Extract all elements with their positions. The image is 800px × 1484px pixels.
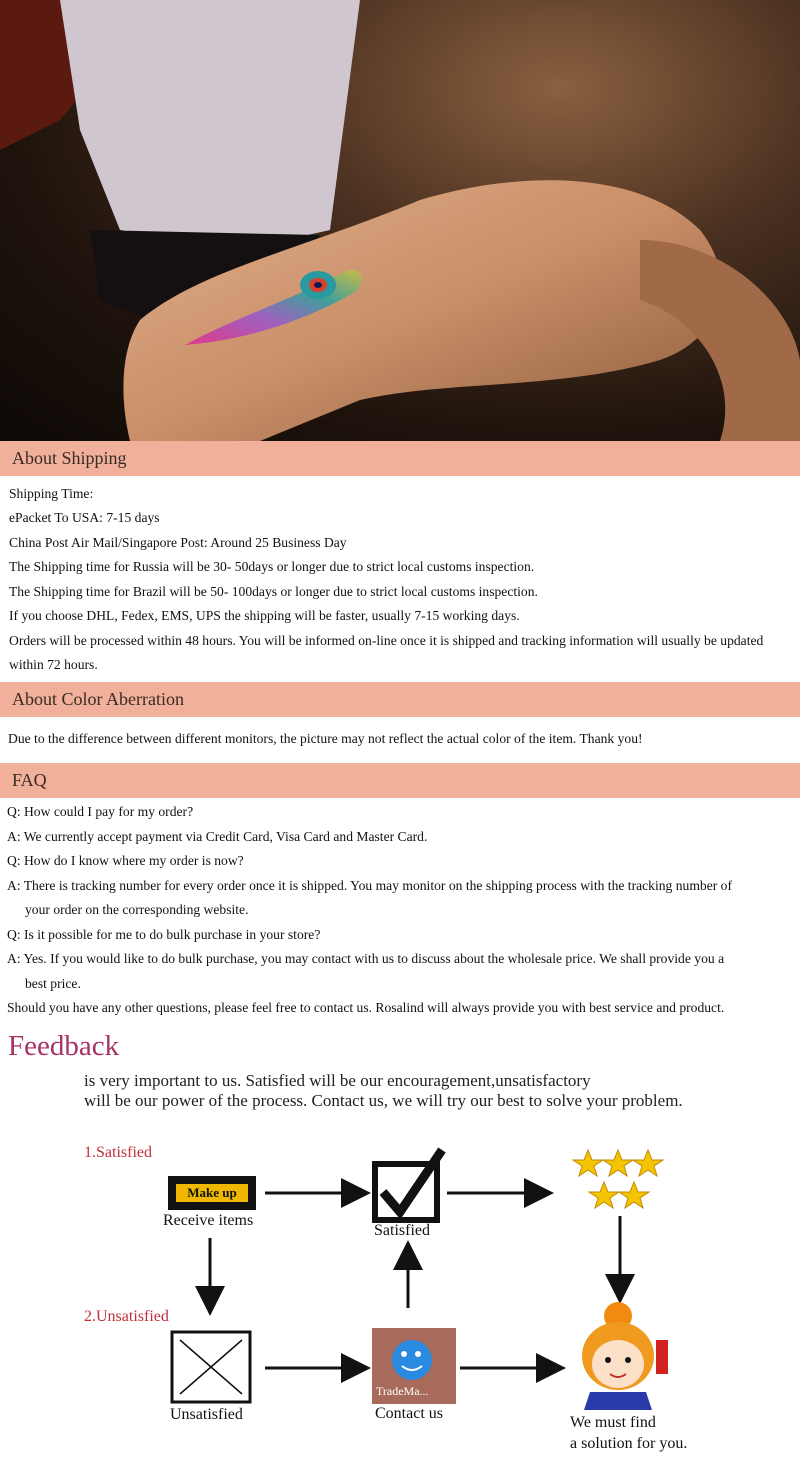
solution-line: a solution for you.: [570, 1435, 688, 1452]
feedback-flow-diagram: [0, 1120, 800, 1484]
faq-answer: A: We currently accept payment via Credit Card, Visa Card and Master Card.: [7, 829, 428, 844]
step-label-unsatisfied: 2.Unsatisfied: [84, 1308, 169, 1325]
shipping-line: The Shipping time for Russia will be 30- 50days or longer due to strict local customs inspection.: [9, 559, 535, 574]
shipping-line: If you choose DHL, Fedex, EMS, UPS the shipping will be faster, usually 7-15 working days.: [9, 608, 520, 623]
faq-question: Q: How could I pay for my order?: [7, 804, 194, 819]
section-title-color: About Color Aberration: [12, 689, 184, 709]
trademanager-label: TradeMa...: [376, 1384, 429, 1398]
rating-stars-icon: [573, 1150, 663, 1208]
section-title-faq: FAQ: [12, 770, 47, 790]
feedback-intro-line: will be our power of the process. Contact us, we will try our best to solve your problem.: [84, 1091, 683, 1110]
color-aberration-text: Due to the difference between different monitors, the picture may not reflect the actual color of the item. Thank you!: [8, 731, 643, 746]
unsatisfied-label: Unsatisfied: [170, 1406, 243, 1423]
faq-question: Q: Is it possible for me to do bulk purchase in your store?: [7, 927, 321, 942]
contact-us-label: Contact us: [375, 1405, 443, 1422]
faq-closing: Should you have any other questions, please feel free to contact us. Rosalind will always provide you with best service and product.: [7, 1000, 725, 1015]
feedback-intro-line: is very important to us. Satisfied will be our encouragement,unsatisfactory: [84, 1071, 591, 1090]
product-photo: [0, 0, 800, 441]
makeup-badge: [168, 1176, 256, 1210]
receive-items-label: Receive items: [163, 1212, 254, 1229]
section-header-shipping: [0, 441, 800, 476]
section-title-shipping: About Shipping: [12, 448, 127, 468]
shipping-line: within 72 hours.: [9, 657, 98, 672]
makeup-label: Make up: [176, 1184, 248, 1202]
tattoo-photo-illustration: [0, 0, 800, 441]
section-header-faq: [0, 763, 800, 798]
shipping-line: The Shipping time for Brazil will be 50- 100days or longer due to strict local customs inspection.: [9, 584, 538, 599]
shipping-line: Shipping Time:: [9, 486, 94, 501]
faq-answer-cont: your order on the corresponding website.: [25, 902, 249, 917]
section-header-color: [0, 682, 800, 717]
step-label-satisfied: 1.Satisfied: [84, 1144, 152, 1161]
shipping-line: ePacket To USA: 7-15 days: [9, 510, 160, 525]
shipping-line: Orders will be processed within 48 hours. You will be informed on-line once it is shipped and tracking information will usually be updated: [9, 633, 764, 648]
checkbox-check-icon: [375, 1150, 442, 1220]
satisfied-label: Satisfied: [374, 1222, 430, 1239]
feedback-title: Feedback: [8, 1030, 120, 1062]
customer-service-agent-icon: [582, 1302, 668, 1410]
faq-answer: A: Yes. If you would like to do bulk purchase, you may contact with us to discuss about the wholesale price. We shall provide you a: [7, 951, 725, 966]
shipping-line: China Post Air Mail/Singapore Post: Around 25 Business Day: [9, 535, 347, 550]
solution-line: We must find: [570, 1414, 656, 1431]
unsatisfied-box-icon: [172, 1332, 250, 1402]
faq-answer: A: There is tracking number for every order once it is shipped. You may monitor on the shipping process with the tracking number of: [7, 878, 732, 893]
faq-question: Q: How do I know where my order is now?: [7, 853, 244, 868]
faq-answer-cont: best price.: [25, 976, 81, 991]
